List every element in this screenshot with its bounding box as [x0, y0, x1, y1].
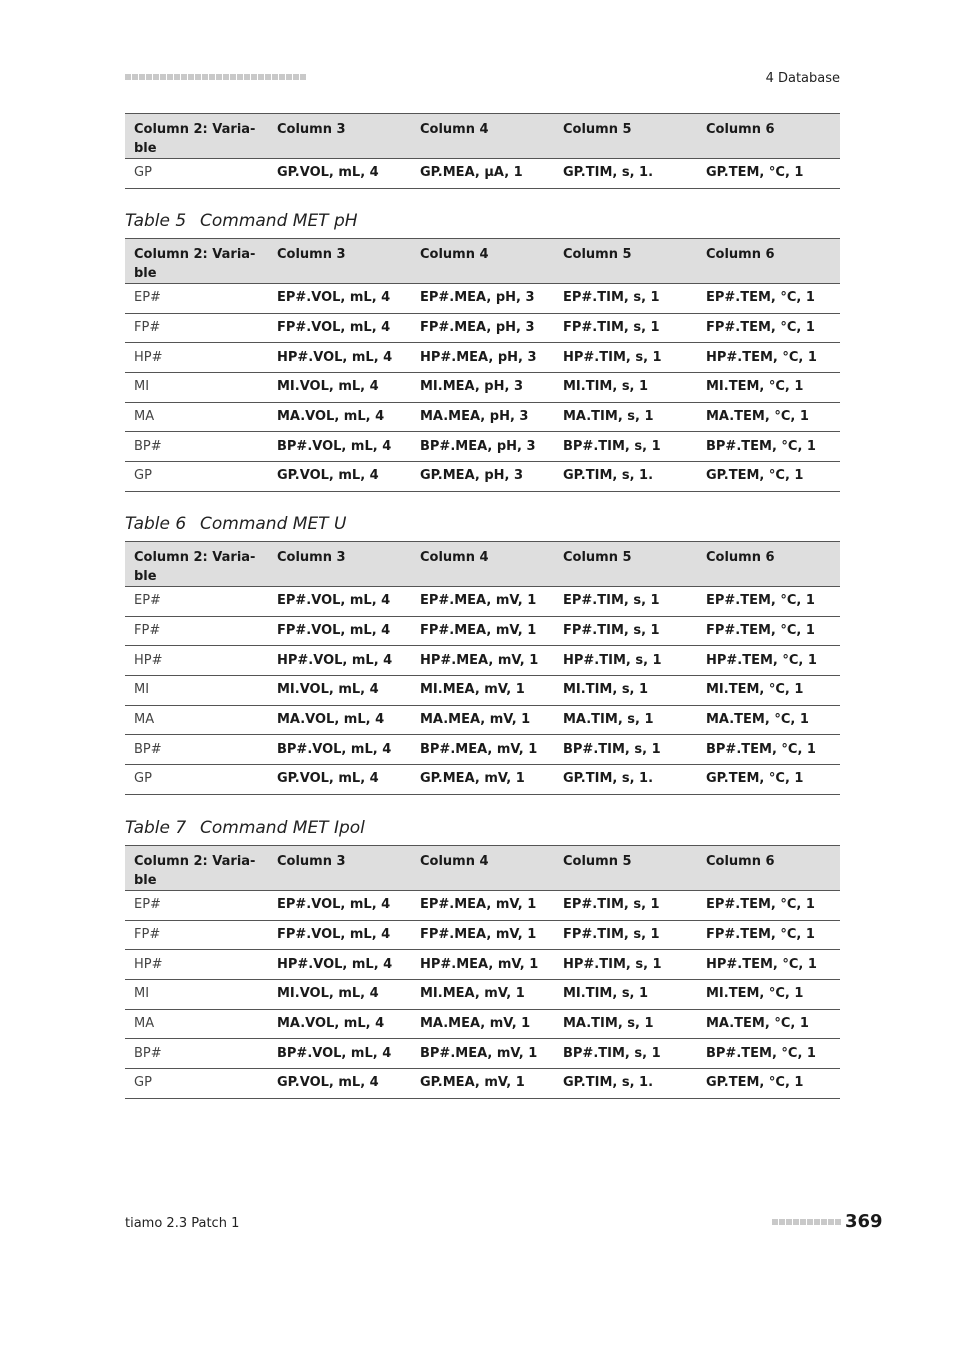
- value-cell: MA.MEA, mV, 1: [411, 705, 554, 735]
- variable-cell: BP#: [125, 432, 268, 462]
- value-cell: HP#.MEA, mV, 1: [411, 646, 554, 676]
- decorative-square: [258, 74, 264, 80]
- decorative-square: [793, 1219, 799, 1225]
- value-cell: MA.VOL, mL, 4: [268, 705, 411, 735]
- variable-cell: MA: [125, 1009, 268, 1039]
- variable-cell: MA: [125, 402, 268, 432]
- table-row: [125, 462, 840, 492]
- value-cell: MI.VOL, mL, 4: [268, 980, 411, 1010]
- value-cell: FP#.VOL, mL, 4: [268, 616, 411, 646]
- variable-cell: MA: [125, 705, 268, 735]
- value-cell: HP#.VOL, mL, 4: [268, 343, 411, 373]
- value-cell: FP#.TEM, °C, 1: [697, 920, 840, 950]
- value-cell: FP#.VOL, mL, 4: [268, 313, 411, 343]
- column-header: Column 4: [411, 542, 554, 587]
- value-cell: EP#.MEA, pH, 3: [411, 284, 554, 314]
- value-cell: MA.VOL, mL, 4: [268, 1009, 411, 1039]
- column-header: Column 3: [268, 114, 411, 159]
- value-cell: GP.MEA, pH, 3: [411, 462, 554, 492]
- variable-cell: EP#: [125, 587, 268, 617]
- table-header-row: [125, 114, 840, 159]
- decorative-square: [174, 74, 180, 80]
- value-cell: GP.MEA, mV, 1: [411, 765, 554, 795]
- footer-product: tiamo 2.3 Patch 1: [125, 1216, 240, 1231]
- table-row: [125, 735, 840, 765]
- table-row: [125, 676, 840, 706]
- value-cell: GP.VOL, mL, 4: [268, 765, 411, 795]
- table-row: [125, 587, 840, 617]
- value-cell: EP#.TIM, s, 1: [554, 891, 697, 921]
- value-cell: MI.MEA, mV, 1: [411, 676, 554, 706]
- column-header: Column 4: [411, 239, 554, 284]
- column-header: Column 2: Varia- ble: [125, 542, 268, 587]
- value-cell: GP.VOL, mL, 4: [268, 1069, 411, 1099]
- value-cell: GP.TIM, s, 1.: [554, 1069, 697, 1099]
- table-header-row: [125, 239, 840, 284]
- value-cell: BP#.VOL, mL, 4: [268, 735, 411, 765]
- value-cell: MI.TEM, °C, 1: [697, 980, 840, 1010]
- decorative-square: [188, 74, 194, 80]
- decorative-square: [293, 74, 299, 80]
- column-header: Column 6: [697, 114, 840, 159]
- value-cell: FP#.MEA, pH, 3: [411, 313, 554, 343]
- value-cell: MA.MEA, mV, 1: [411, 1009, 554, 1039]
- table-row: [125, 159, 840, 189]
- table-met-ipol: [125, 845, 840, 1099]
- table-caption: [125, 514, 346, 534]
- variable-cell: GP: [125, 1069, 268, 1099]
- value-cell: GP.VOL, mL, 4: [268, 159, 411, 189]
- column-header: Column 2: Varia- ble: [125, 239, 268, 284]
- value-cell: MA.TIM, s, 1: [554, 705, 697, 735]
- value-cell: MA.TEM, °C, 1: [697, 402, 840, 432]
- decorative-square: [286, 74, 292, 80]
- decorative-square: [786, 1219, 792, 1225]
- value-cell: MA.TIM, s, 1: [554, 1009, 697, 1039]
- decorative-square: [223, 74, 229, 80]
- decorative-square: [230, 74, 236, 80]
- value-cell: GP.MEA, mV, 1: [411, 1069, 554, 1099]
- value-cell: HP#.MEA, pH, 3: [411, 343, 554, 373]
- column-header: Column 2: Varia- ble: [125, 846, 268, 891]
- footer-decoration: [772, 1219, 841, 1225]
- column-header: Column 5: [554, 542, 697, 587]
- column-header: Column 6: [697, 542, 840, 587]
- value-cell: FP#.TIM, s, 1: [554, 920, 697, 950]
- decorative-square: [153, 74, 159, 80]
- table-continued: [125, 113, 840, 189]
- value-cell: HP#.TEM, °C, 1: [697, 646, 840, 676]
- value-cell: EP#.TIM, s, 1: [554, 587, 697, 617]
- variable-cell: FP#: [125, 920, 268, 950]
- value-cell: EP#.VOL, mL, 4: [268, 891, 411, 921]
- value-cell: HP#.TEM, °C, 1: [697, 343, 840, 373]
- value-cell: EP#.MEA, mV, 1: [411, 587, 554, 617]
- value-cell: BP#.TEM, °C, 1: [697, 735, 840, 765]
- caption-title: Command MET pH: [200, 211, 358, 231]
- table-row: [125, 402, 840, 432]
- value-cell: EP#.MEA, mV, 1: [411, 891, 554, 921]
- table-row: [125, 284, 840, 314]
- value-cell: FP#.TEM, °C, 1: [697, 313, 840, 343]
- decorative-square: [772, 1219, 778, 1225]
- value-cell: MA.MEA, pH, 3: [411, 402, 554, 432]
- variable-cell: MI: [125, 676, 268, 706]
- column-header: Column 6: [697, 846, 840, 891]
- value-cell: HP#.TEM, °C, 1: [697, 950, 840, 980]
- variable-cell: GP: [125, 159, 268, 189]
- column-header: Column 3: [268, 239, 411, 284]
- value-cell: MA.VOL, mL, 4: [268, 402, 411, 432]
- value-cell: MI.TIM, s, 1: [554, 373, 697, 403]
- variable-cell: GP: [125, 462, 268, 492]
- value-cell: BP#.TIM, s, 1: [554, 1039, 697, 1069]
- value-cell: MI.MEA, mV, 1: [411, 980, 554, 1010]
- decorative-square: [265, 74, 271, 80]
- table-row: [125, 616, 840, 646]
- table-row: [125, 432, 840, 462]
- value-cell: GP.TEM, °C, 1: [697, 462, 840, 492]
- table-row: [125, 373, 840, 403]
- table-caption: [125, 211, 358, 231]
- variable-cell: HP#: [125, 950, 268, 980]
- value-cell: FP#.TIM, s, 1: [554, 616, 697, 646]
- caption-number: Table 5: [125, 211, 187, 231]
- decorative-square: [244, 74, 250, 80]
- decorative-square: [814, 1219, 820, 1225]
- column-header: Column 5: [554, 846, 697, 891]
- value-cell: GP.TEM, °C, 1: [697, 765, 840, 795]
- variable-cell: EP#: [125, 891, 268, 921]
- value-cell: MI.MEA, pH, 3: [411, 373, 554, 403]
- column-header: Column 4: [411, 114, 554, 159]
- value-cell: BP#.MEA, pH, 3: [411, 432, 554, 462]
- decorative-square: [251, 74, 257, 80]
- value-cell: FP#.MEA, mV, 1: [411, 616, 554, 646]
- value-cell: FP#.MEA, mV, 1: [411, 920, 554, 950]
- table-row: [125, 313, 840, 343]
- caption-number: Table 7: [125, 818, 187, 838]
- value-cell: BP#.VOL, mL, 4: [268, 432, 411, 462]
- value-cell: BP#.TIM, s, 1: [554, 735, 697, 765]
- table-met-ph: [125, 238, 840, 492]
- variable-cell: MI: [125, 980, 268, 1010]
- value-cell: MI.TEM, °C, 1: [697, 373, 840, 403]
- decorative-square: [132, 74, 138, 80]
- value-cell: BP#.MEA, mV, 1: [411, 735, 554, 765]
- value-cell: EP#.TEM, °C, 1: [697, 891, 840, 921]
- table-row: [125, 646, 840, 676]
- variable-cell: FP#: [125, 616, 268, 646]
- value-cell: GP.TIM, s, 1.: [554, 159, 697, 189]
- value-cell: EP#.VOL, mL, 4: [268, 587, 411, 617]
- value-cell: HP#.TIM, s, 1: [554, 646, 697, 676]
- table-row: [125, 920, 840, 950]
- value-cell: GP.TEM, °C, 1: [697, 159, 840, 189]
- value-cell: MA.TEM, °C, 1: [697, 1009, 840, 1039]
- decorative-square: [779, 1219, 785, 1225]
- value-cell: BP#.TEM, °C, 1: [697, 432, 840, 462]
- column-header: Column 5: [554, 114, 697, 159]
- value-cell: HP#.TIM, s, 1: [554, 950, 697, 980]
- decorative-square: [125, 74, 131, 80]
- variable-cell: BP#: [125, 735, 268, 765]
- value-cell: MI.VOL, mL, 4: [268, 676, 411, 706]
- column-header: Column 3: [268, 542, 411, 587]
- value-cell: MI.TEM, °C, 1: [697, 676, 840, 706]
- decorative-square: [160, 74, 166, 80]
- value-cell: HP#.TIM, s, 1: [554, 343, 697, 373]
- variable-cell: HP#: [125, 343, 268, 373]
- decorative-square: [216, 74, 222, 80]
- table-row: [125, 980, 840, 1010]
- value-cell: BP#.TIM, s, 1: [554, 432, 697, 462]
- value-cell: MA.TIM, s, 1: [554, 402, 697, 432]
- table-caption: [125, 818, 365, 838]
- table-row: [125, 950, 840, 980]
- decorative-square: [139, 74, 145, 80]
- value-cell: HP#.VOL, mL, 4: [268, 950, 411, 980]
- value-cell: GP.TIM, s, 1.: [554, 462, 697, 492]
- column-header: Column 4: [411, 846, 554, 891]
- column-header: Column 6: [697, 239, 840, 284]
- column-header: Column 5: [554, 239, 697, 284]
- decorative-square: [272, 74, 278, 80]
- value-cell: BP#.TEM, °C, 1: [697, 1039, 840, 1069]
- decorative-square: [821, 1219, 827, 1225]
- variable-cell: EP#: [125, 284, 268, 314]
- value-cell: EP#.TEM, °C, 1: [697, 587, 840, 617]
- caption-title: Command MET Ipol: [200, 818, 365, 838]
- value-cell: EP#.TIM, s, 1: [554, 284, 697, 314]
- column-header: Column 3: [268, 846, 411, 891]
- value-cell: MI.TIM, s, 1: [554, 980, 697, 1010]
- header-decoration: [125, 74, 306, 80]
- value-cell: FP#.VOL, mL, 4: [268, 920, 411, 950]
- decorative-square: [195, 74, 201, 80]
- value-cell: GP.MEA, µA, 1: [411, 159, 554, 189]
- value-cell: GP.VOL, mL, 4: [268, 462, 411, 492]
- table-row: [125, 1009, 840, 1039]
- variable-cell: FP#: [125, 313, 268, 343]
- table-header-row: [125, 846, 840, 891]
- decorative-square: [237, 74, 243, 80]
- decorative-square: [800, 1219, 806, 1225]
- value-cell: GP.TEM, °C, 1: [697, 1069, 840, 1099]
- caption-number: Table 6: [125, 514, 187, 534]
- variable-cell: MI: [125, 373, 268, 403]
- decorative-square: [279, 74, 285, 80]
- value-cell: GP.TIM, s, 1.: [554, 765, 697, 795]
- decorative-square: [835, 1219, 841, 1225]
- value-cell: MI.TIM, s, 1: [554, 676, 697, 706]
- variable-cell: HP#: [125, 646, 268, 676]
- value-cell: BP#.MEA, mV, 1: [411, 1039, 554, 1069]
- decorative-square: [181, 74, 187, 80]
- value-cell: MI.VOL, mL, 4: [268, 373, 411, 403]
- variable-cell: BP#: [125, 1039, 268, 1069]
- decorative-square: [807, 1219, 813, 1225]
- table-row: [125, 765, 840, 795]
- value-cell: EP#.TEM, °C, 1: [697, 284, 840, 314]
- value-cell: HP#.MEA, mV, 1: [411, 950, 554, 980]
- value-cell: HP#.VOL, mL, 4: [268, 646, 411, 676]
- decorative-square: [202, 74, 208, 80]
- variable-cell: GP: [125, 765, 268, 795]
- value-cell: BP#.VOL, mL, 4: [268, 1039, 411, 1069]
- table-row: [125, 1039, 840, 1069]
- decorative-square: [209, 74, 215, 80]
- value-cell: MA.TEM, °C, 1: [697, 705, 840, 735]
- table-met-u: [125, 541, 840, 795]
- decorative-square: [146, 74, 152, 80]
- page-number: 369: [845, 1211, 883, 1232]
- table-row: [125, 1069, 840, 1099]
- value-cell: EP#.VOL, mL, 4: [268, 284, 411, 314]
- value-cell: FP#.TIM, s, 1: [554, 313, 697, 343]
- caption-title: Command MET U: [200, 514, 347, 534]
- table-row: [125, 891, 840, 921]
- section-title: 4 Database: [765, 71, 840, 86]
- decorative-square: [167, 74, 173, 80]
- table-row: [125, 705, 840, 735]
- decorative-square: [300, 74, 306, 80]
- column-header: Column 2: Varia- ble: [125, 114, 268, 159]
- table-header-row: [125, 542, 840, 587]
- table-row: [125, 343, 840, 373]
- value-cell: FP#.TEM, °C, 1: [697, 616, 840, 646]
- decorative-square: [828, 1219, 834, 1225]
